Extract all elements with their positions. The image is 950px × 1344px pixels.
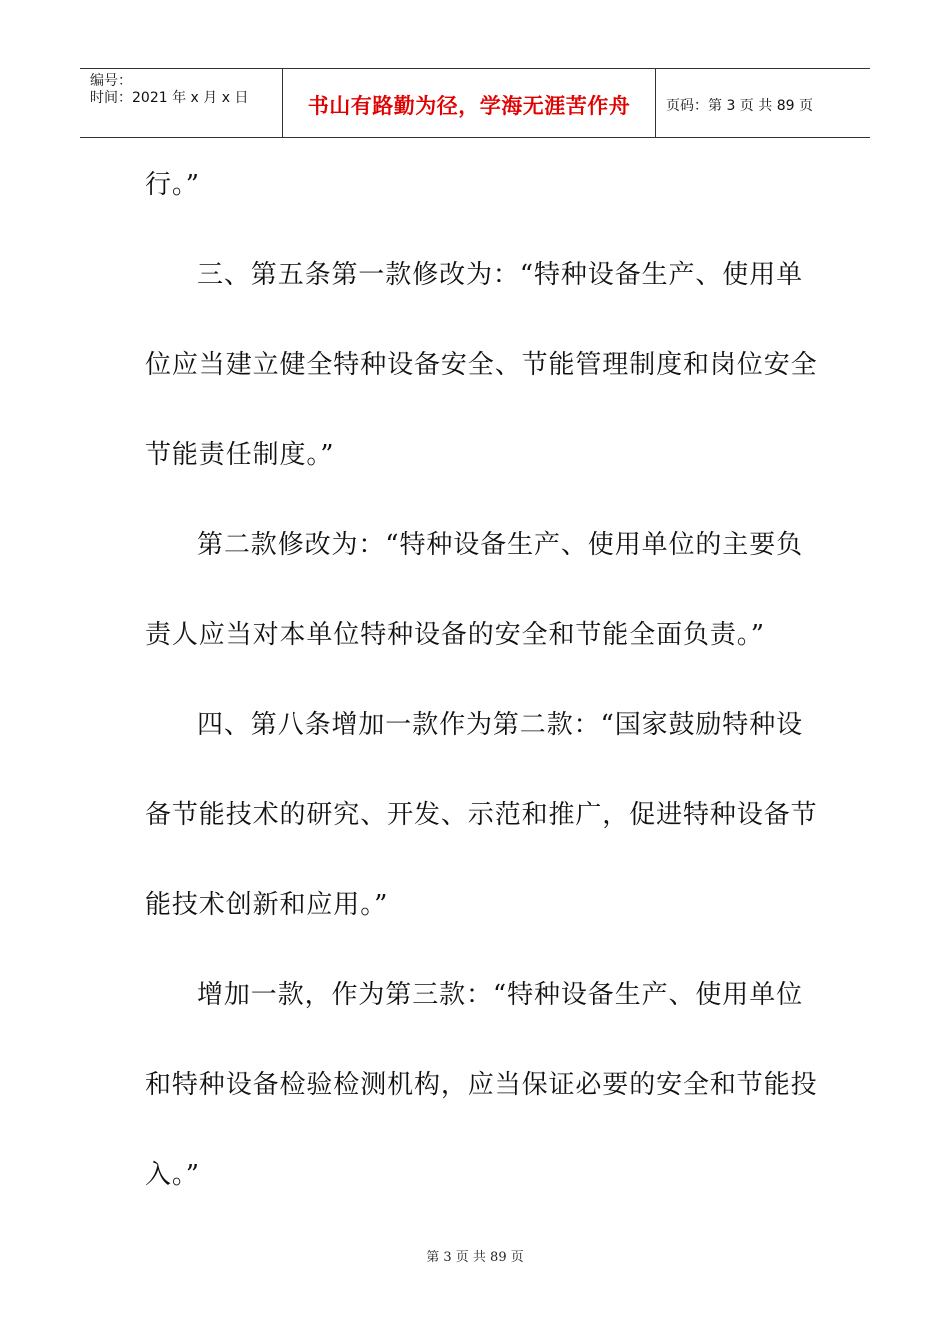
body-line: 责人应当对本单位特种设备的安全和节能全面负责。” <box>145 620 765 650</box>
body-line: 入。” <box>145 1160 200 1190</box>
page-footer <box>0 1246 950 1265</box>
body-line: 四、第八条增加一款作为第二款：“国家鼓励特种设 <box>197 710 803 740</box>
header-page-info: 页码：第 3 页 共 89 页 <box>666 98 813 114</box>
body-line: 节能责任制度。” <box>145 440 335 470</box>
header-page-cell <box>656 69 870 137</box>
header-motto: 书山有路勤为径，学海无涯苦作舟 <box>307 94 631 118</box>
footer-page-number: 第 3 页 共 89 页 <box>426 1250 524 1265</box>
body-line: 和特种设备检验检测机构，应当保证必要的安全和节能投 <box>145 1070 818 1100</box>
body-line: 行。” <box>145 170 200 200</box>
document-number-label: 编号： <box>90 73 132 89</box>
header-motto-cell <box>283 69 656 137</box>
page-header <box>80 68 870 138</box>
body-line: 位应当建立健全特种设备安全、节能管理制度和岗位安全 <box>145 350 818 380</box>
header-meta <box>80 69 283 137</box>
body-line: 备节能技术的研究、开发、示范和推广，促进特种设备节 <box>145 800 818 830</box>
body-line: 第二款修改为：“特种设备生产、使用单位的主要负 <box>197 530 803 560</box>
body-line: 能技术创新和应用。” <box>145 890 389 920</box>
body-line: 三、第五条第一款修改为：“特种设备生产、使用单 <box>197 260 803 290</box>
document-date: 时间：2021 年 x 月 x 日 <box>90 90 249 106</box>
body-line: 增加一款，作为第三款：“特种设备生产、使用单位 <box>197 980 803 1010</box>
document-body <box>145 140 818 1220</box>
